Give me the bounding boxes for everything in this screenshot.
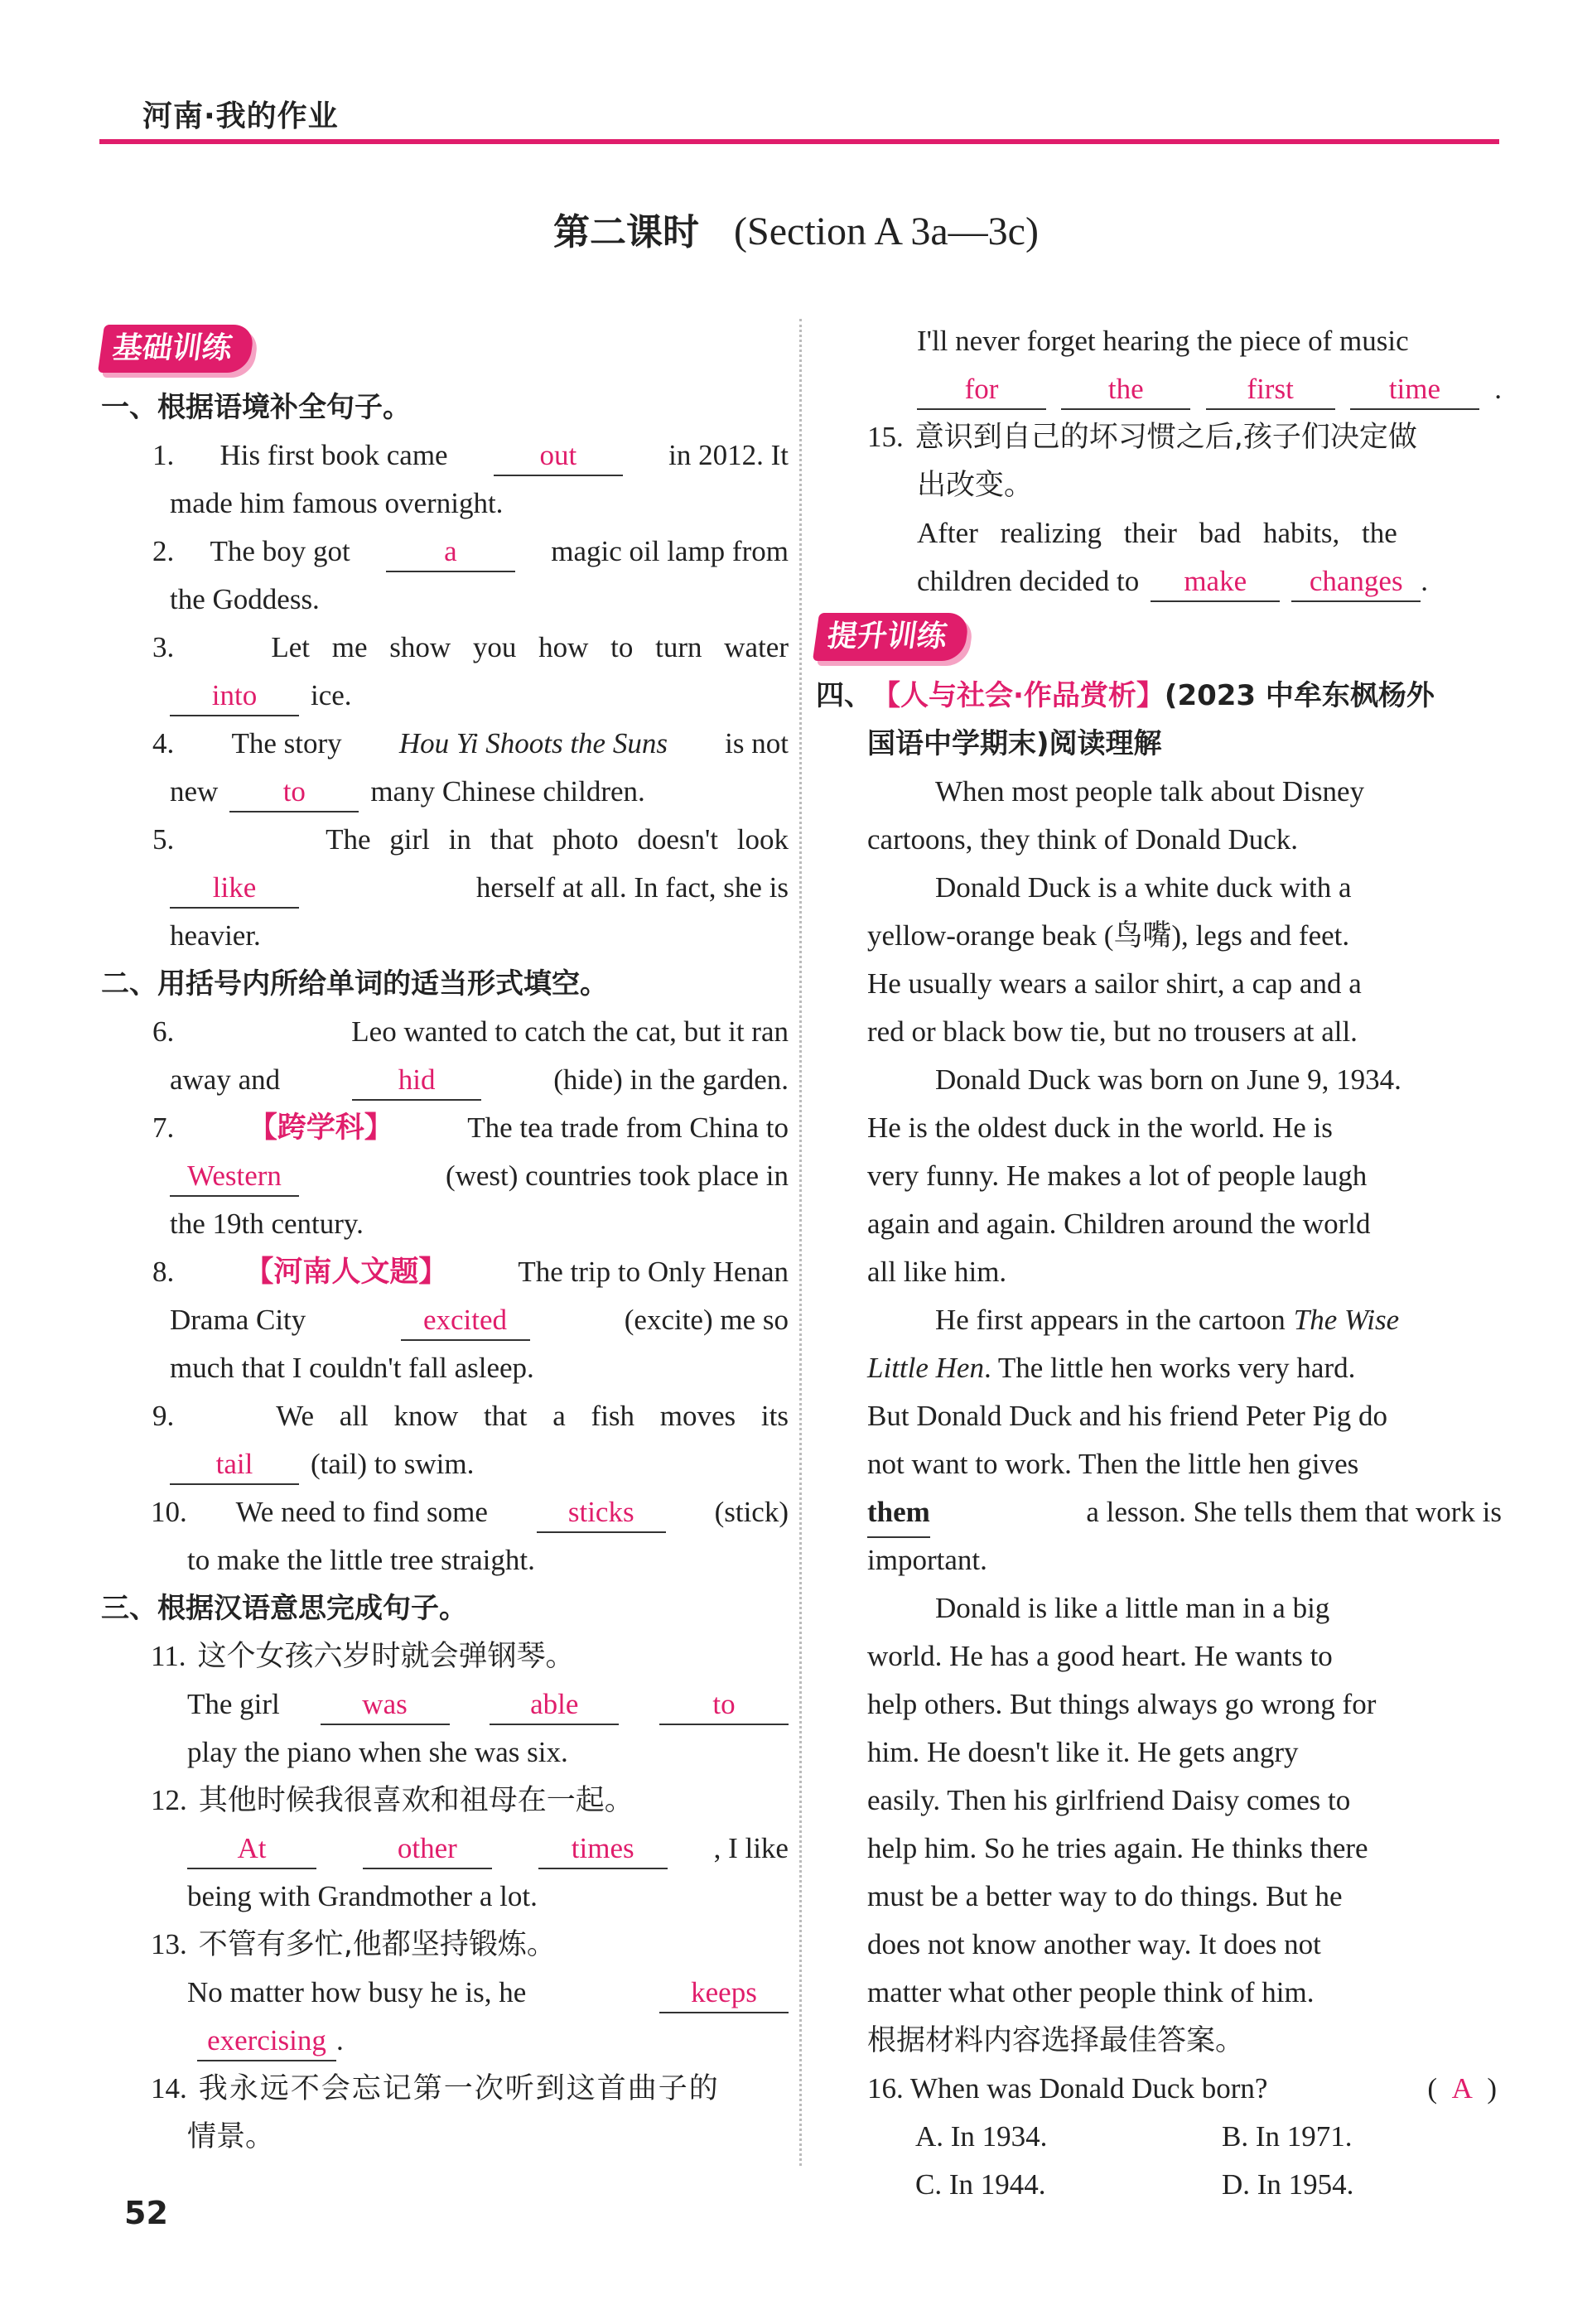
advanced-training-badge: 提升训练 [813,613,970,661]
q15-line2: 出改变。 [917,469,1034,502]
left-column [101,317,789,2161]
q14-answer-2: the [1061,370,1190,410]
part4-tag: 【人与社会·作品赏析】 [872,679,1165,712]
q12-answer-1: At [187,1830,316,1869]
q12-line2: At other times , I like [101,1825,789,1873]
passage-p5-l7: must be a better way to do things. But he [867,1880,1343,1912]
passage-p2-l1: Donald Duck is a white duck with a [935,871,1352,904]
q12-answer-2: other [363,1830,492,1869]
q5-line2: like herself at all. In fact, she is [101,864,789,912]
passage-p2-l2: yellow-orange beak (鸟嘴), legs and feet. [867,919,1350,952]
q8-line1: 8. 【河南人文题】 The trip to Only Henan [101,1248,789,1296]
passage-p1-l2: cartoons, they think of Donald Duck. [867,823,1299,856]
q5-line1: 5. The girl in that photo doesn't look [152,823,789,856]
q16-stem: 16. When was Donald Duck born? ( A ) [816,2065,1502,2113]
passage-p3-l4: again and again. Children around the world [867,1208,1371,1240]
passage-p2-l3: He usually wears a sailor shirt, a cap and a [867,967,1362,1000]
q10-answer: sticks [537,1493,666,1533]
q2-answer: a [386,533,515,572]
passage-p4-l4: not want to work. Then the little hen gives [867,1448,1359,1480]
instruction: 根据材料内容选择最佳答案。 [867,2024,1245,2057]
q1-line2: made him famous overnight. [170,487,504,519]
q8-line3: much that I couldn't fall asleep. [170,1352,534,1384]
passage-p1-l1: When most people talk about Disney [935,775,1365,808]
q11-answer-2: able [490,1685,619,1725]
q12-line3: being with Grandmother a lot. [187,1880,538,1912]
q16-option-c: C. In 1944. [915,2168,1046,2201]
q10-line1: 10. We need to find some sticks (stick) [101,1488,789,1536]
passage-p5-l6: help him. So he tries again. He thinks there [867,1832,1368,1864]
passage-p5-l5: easily. Then his girlfriend Daisy comes to [867,1784,1351,1816]
q16-option-b: B. In 1971. [1222,2120,1353,2153]
passage-p4-l2: Little Hen . The little hen works very hard. [867,1352,1356,1384]
q10-line2: to make the little tree straight. [187,1544,535,1576]
q13-line2: No matter how busy he is, he keeps [101,1969,789,2017]
q9-line2: tail (tail) to swim. [101,1440,789,1488]
passage-p3-l2: He is the oldest duck in the world. He is [867,1111,1333,1144]
q14-line4: for the first time . [816,365,1502,413]
lesson-title-en: (Section A 3a—3c) [734,210,1039,253]
q14-answer-1: for [917,370,1046,410]
q9-answer: tail [170,1445,299,1485]
q8-tag: 【河南人文题】 [244,1256,448,1289]
passage-p3-l1: Donald Duck was born on June 9, 1934. [935,1063,1401,1096]
part2-heading: 二、用括号内所给单词的适当形式填空。 [101,967,608,1000]
page-number: 52 [124,2195,168,2231]
passage-p5-l1: Donald is like a little man in a big [935,1592,1330,1624]
right-column [816,317,1502,2209]
q12-answer-3: times [538,1830,668,1869]
q16-option-a: A. In 1934. [915,2120,1048,2153]
q7-line3: the 19th century. [170,1208,364,1240]
lesson-title-cn: 第二课时 [553,211,700,253]
q8-answer: excited [401,1301,530,1341]
q16-options-row1 [816,2113,1502,2161]
q14-line2: 情景。 [187,2120,275,2153]
passage-p5-l8: does not know another way. It does not [867,1928,1321,1960]
q15-line1: 15. 意识到自己的坏习惯之后,孩子们决定做 [867,421,1417,454]
underlined-word-them: them [867,1488,930,1538]
part4-heading-line2: 国语中学期末)阅读理解 [867,727,1162,760]
header-title: 河南·我的作业 [142,99,339,133]
q11-line2: The girl was able to [101,1680,789,1729]
q14-line3: I'll never forget hearing the piece of music [917,325,1409,357]
q15-answer-2: changes [1291,562,1421,602]
q15-line3: After realizing their bad habits, the [917,517,1397,549]
q7-answer: Western [170,1157,299,1197]
q4-line1: 4. The story Hou Yi Shoots the Suns is not [152,727,789,759]
q13-answer-1: keeps [659,1974,789,2013]
q1-line1: 1. His first book came out in 2012. It [101,432,789,480]
q4-answer: to [229,773,359,812]
passage-p3-l5: all like him. [867,1256,1007,1288]
passage-p5-l4: him. He doesn't like it. He gets angry [867,1736,1299,1768]
q12-line1: 12. 其他时候我很喜欢和祖母在一起。 [151,1784,634,1817]
q2-line1: 2. The boy got a magic oil lamp from [101,528,789,576]
q1-answer: out [494,436,623,476]
q2-line2: the Goddess. [170,583,320,615]
part3-heading: 三、根据汉语意思完成句子。 [101,1592,467,1625]
passage-p5-l2: world. He has a good heart. He wants to [867,1640,1333,1672]
q7-line1: 7. 【跨学科】 The tea trade from China to [101,1104,789,1152]
q7-tag: 【跨学科】 [248,1111,393,1145]
q13-answer-2: exercising [197,2022,336,2061]
q14-answer-3: first [1206,370,1335,410]
passage-p4-l6: important. [867,1544,987,1576]
q8-line2: Drama City excited (excite) me so [101,1296,789,1344]
q11-line3: play the piano when she was six. [187,1736,568,1768]
q15-answer-1: make [1151,562,1280,602]
q14-line1: 14. 我永远不会忘记第一次听到这首曲子的 [151,2072,720,2105]
q16-option-d: D. In 1954. [1222,2168,1354,2201]
q11-answer-3: to [659,1685,789,1725]
q6-line2: away and hid (hide) in the garden. [101,1056,789,1104]
q5-line3: heavier. [170,919,261,952]
q3-line2: into ice. [101,672,789,720]
q16-answer-bracket: ( A ) [1427,2072,1497,2105]
passage-p4-l3: But Donald Duck and his friend Peter Pig do [867,1400,1387,1432]
passage-p2-l4: red or black bow tie, but no trousers at all. [867,1015,1358,1048]
q7-line2: Western (west) countries took place in [101,1152,789,1200]
part1-heading: 一、根据语境补全句子。 [101,391,411,424]
q16-options-row2 [816,2161,1502,2209]
q16-answer: A [1451,2072,1473,2105]
q13-line3: exercising . [101,2017,789,2065]
passage-p4-l5: them a lesson. She tells them that work is [816,1488,1502,1536]
q3-line1: 3. Let me show you how to turn water [152,631,789,663]
q5-answer: like [170,869,299,909]
q4-line2: new to many Chinese children. [101,768,789,816]
header-rule [99,139,1499,144]
lesson-title [0,202,1592,255]
q13-line1: 13. 不管有多忙,他都坚持锻炼。 [151,1928,556,1961]
q9-line1: 9. We all know that a fish moves its [152,1400,789,1432]
passage-p5-l9: matter what other people think of him. [867,1976,1315,2008]
column-divider [799,319,802,2166]
passage-p4-l1: He first appears in the cartoon The Wise [935,1304,1400,1336]
q6-answer: hid [352,1061,481,1101]
q3-answer: into [170,677,299,716]
q11-line1: 11. 这个女孩六岁时就会弹钢琴。 [151,1640,575,1673]
passage-p5-l3: help others. But things always go wrong for [867,1688,1377,1720]
q15-line4: children decided to make changes . [816,557,1502,605]
part4-heading-line1: 四、 【人与社会·作品赏析】 (2023 中牟东枫杨外 [816,672,1502,720]
basic-training-badge: 基础训练 [98,325,255,373]
q14-answer-4: time [1350,370,1479,410]
q6-line1: 6. Leo wanted to catch the cat, but it ran [152,1015,789,1048]
q11-answer-1: was [321,1685,450,1725]
passage-p3-l3: very funny. He makes a lot of people laugh [867,1160,1368,1192]
